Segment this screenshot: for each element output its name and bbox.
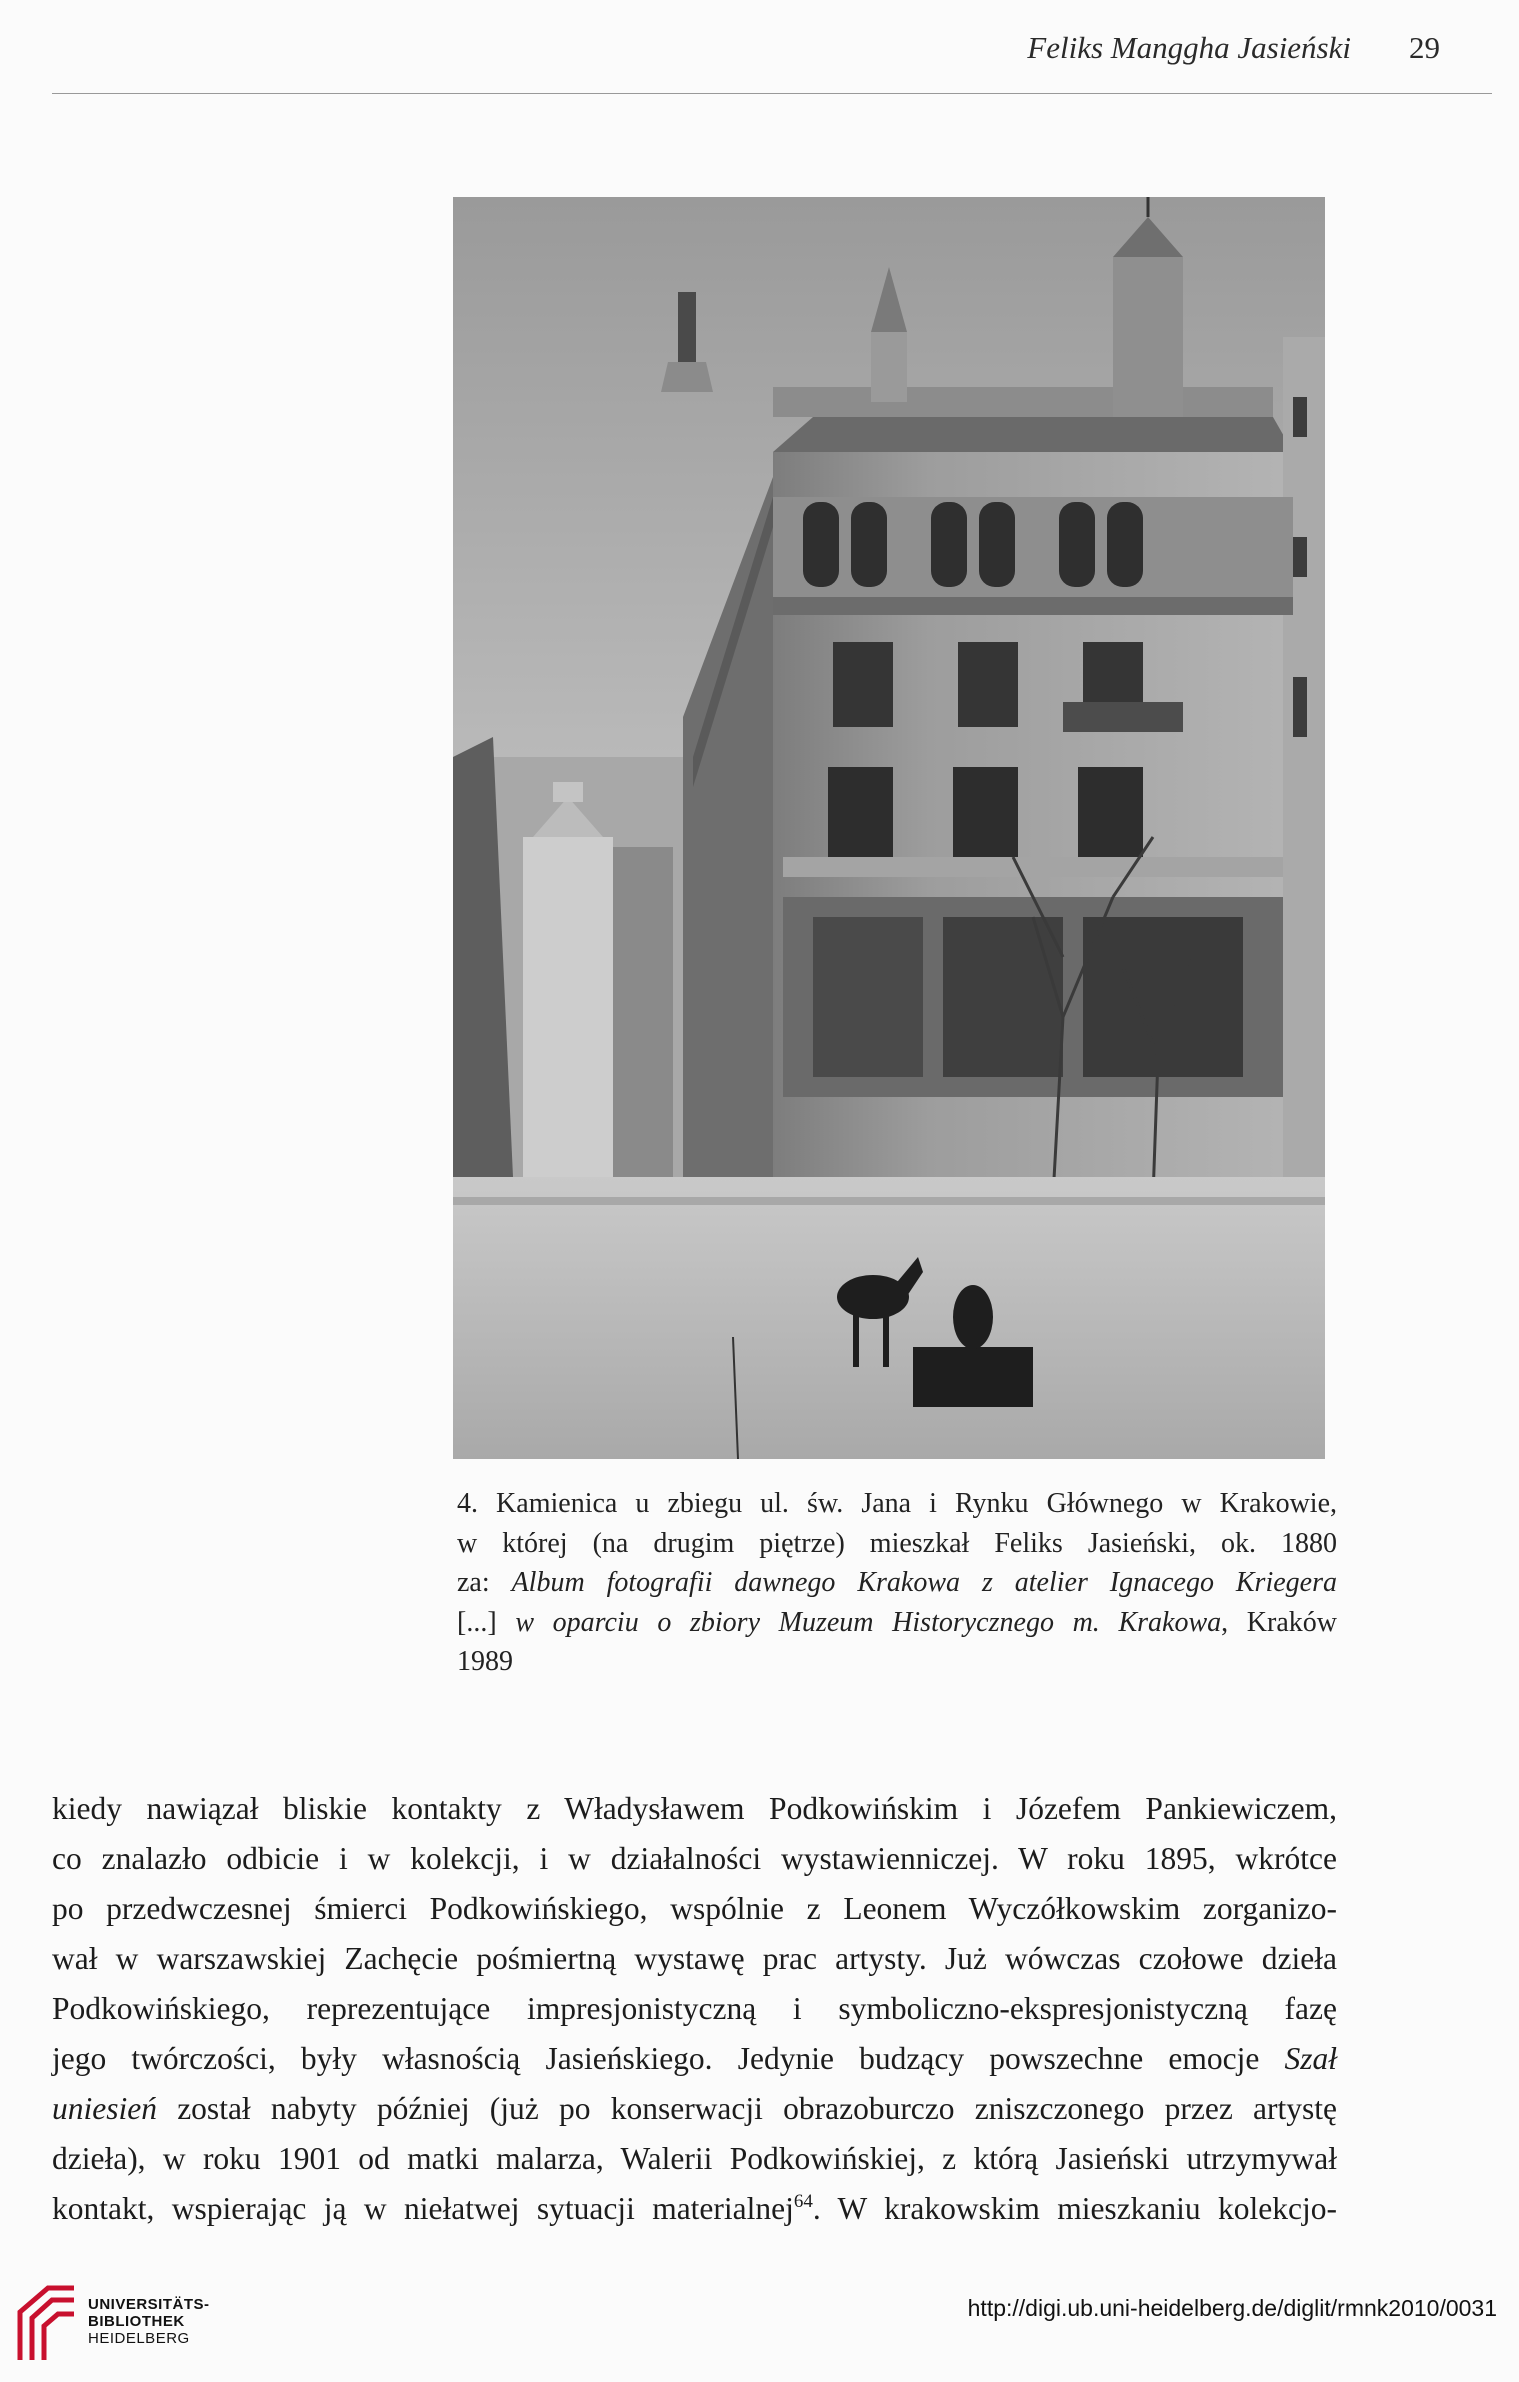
caption-line xyxy=(457,1563,1337,1603)
figure-photograph xyxy=(453,197,1325,1459)
library-name xyxy=(88,2296,210,2347)
body-text: . W krakowskim mieszkaniu kolekcjo- xyxy=(812,2191,1337,2226)
header-rule xyxy=(52,93,1492,94)
library-name-line: BIBLIOTHEK xyxy=(88,2313,185,2330)
caption-line: w której (na drugim piętrze) mieszkał Feliks Jasieński, ok. 1880 xyxy=(457,1527,1337,1559)
body-line: kiedy nawiązał bliskie kontakty z Władysławem Podkowińskim i Józefem Pankiewiczem, xyxy=(52,1791,1337,1826)
running-header xyxy=(0,30,1440,66)
body-line: dzieła), w roku 1901 od matki malarza, Walerii Podkowińskiej, z którą Jasieński utrzymywał xyxy=(52,2141,1337,2176)
figure-caption xyxy=(457,1484,1337,1682)
caption-line: 1989 xyxy=(457,1646,513,1677)
body-text: został nabyty później (już po konserwacji obrazoburczo zniszczonego przez artystę xyxy=(156,2091,1337,2126)
running-header-author: Feliks Manggha Jasieński xyxy=(1027,30,1351,65)
caption-line: 4. Kamienica u zbiegu ul. św. Jana i Rynku Głównego w Krakowie, xyxy=(457,1488,1337,1519)
body-line: wał w warszawskiej Zachęcie pośmiertną wystawę prac artysty. Już wówczas czołowe dzieła xyxy=(52,1941,1337,1976)
body-line: po przedwczesnej śmierci Podkowińskiego, wspólnie z Leonem Wyczółkowskim zorganizo- xyxy=(52,1891,1337,1926)
body-text: jego twórczości, były własnością Jasieńskiego. Jedynie budzący powszechne emocje xyxy=(52,2041,1285,2076)
body-line: co znalazło odbicie i w kolekcji, i w działalności wystawienniczej. W roku 1895, wkrótce xyxy=(52,1841,1337,1876)
caption-text: [...] xyxy=(457,1606,516,1638)
page-number: 29 xyxy=(1409,30,1440,65)
source-url-link[interactable]: http://digi.ub.uni-heidelberg.de/diglit/rmnk2010/0031 xyxy=(967,2295,1497,2321)
caption-italic-title: Album fotografii dawnego Krakowa z atelier Ignacego Kriegera xyxy=(511,1567,1337,1598)
artwork-title: uniesień xyxy=(52,2091,157,2126)
caption-italic-title: w oparciu o zbiory Muzeum Historycznego m. Krakowa xyxy=(515,1606,1222,1638)
body-paragraph xyxy=(52,1784,1337,2239)
footnote-reference[interactable]: 64 xyxy=(793,2191,813,2212)
body-line: Podkowińskiego, reprezentujące impresjonistyczną i symboliczno-ekspresjonistyczną fazę xyxy=(52,1991,1337,2026)
ub-heidelberg-logo-icon xyxy=(12,2282,82,2364)
body-line xyxy=(52,2084,1337,2134)
artwork-title: Szał xyxy=(1284,2041,1337,2076)
caption-line xyxy=(457,1603,1337,1643)
library-name-line: UNIVERSITÄTS- xyxy=(88,2296,210,2313)
tenement-photo-illustration xyxy=(453,197,1325,1459)
body-text: kontakt, wspierając ją w niełatwej sytuacji materialnej xyxy=(52,2191,794,2226)
body-line xyxy=(52,2034,1337,2084)
caption-text: za: xyxy=(457,1567,512,1598)
library-name-line: HEIDELBERG xyxy=(88,2330,190,2347)
caption-text: , Kraków xyxy=(1221,1606,1337,1638)
body-line xyxy=(52,2184,1337,2239)
